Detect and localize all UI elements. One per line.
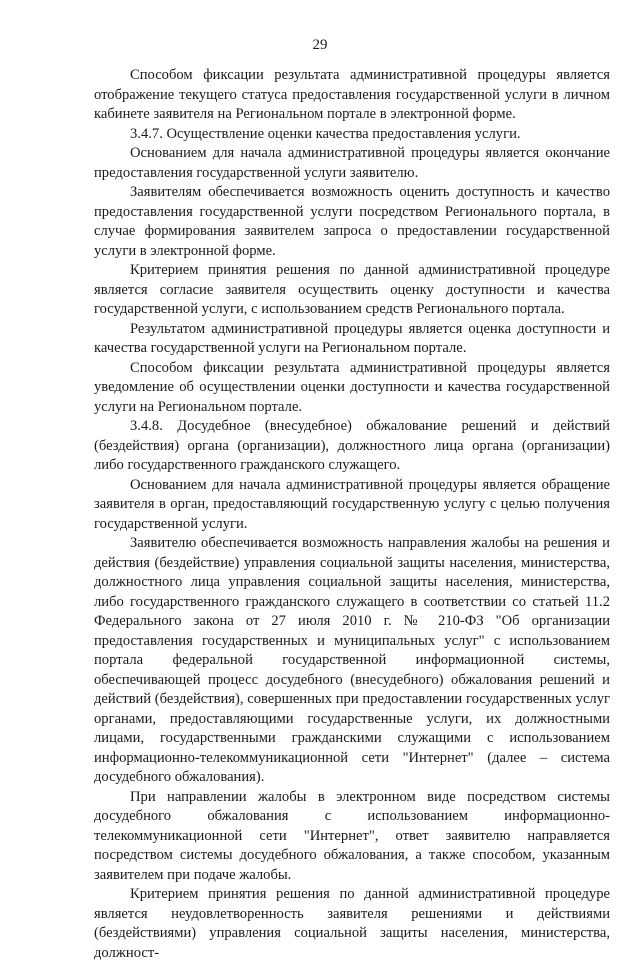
section-heading: 3.4.7. Осуществление оценки качества предоставления услуги. bbox=[130, 125, 521, 142]
paragraph: Критерием принятия решения по данной административной процедуре является согласие заявителя осуществить оценку доступности и качества государственной услуги, с использованием средств Регионального портала. bbox=[94, 262, 610, 317]
paragraph: Критерием принятия решения по данной административной процедуре является неудовлетворенность заявителя решениями и действиями (бездействиями) управления социальной защиты населения, министерства, должност- bbox=[94, 886, 610, 961]
paragraph: Основанием для начала административной процедуры является обращение заявителя в орган, предоставляющий государственную услугу с целью получения государственной услуги. bbox=[94, 476, 610, 532]
page-number: 29 bbox=[312, 37, 328, 53]
paragraph: Основанием для начала административной процедуры является окончание предоставления государственной услуги заявителю. bbox=[94, 145, 610, 181]
paragraph: Способом фиксации результата административной процедуры является уведомление об осуществлении оценки доступности и качества государственной услуги на Региональном портале. bbox=[94, 359, 610, 415]
section-heading: 3.4.8. Досудебное (внесудебное) обжалование решений и действий (бездействия) органа (организации), должностного лица органа (организации) либо государственного гражданского служащего. bbox=[94, 418, 610, 473]
paragraph: Заявителям обеспечивается возможность оценить доступность и качество предоставления государственной услуги посредством Регионального портала, в случае формирования заявителем запроса о предоставлении государственной услуги в электронной форме. bbox=[94, 184, 610, 259]
paragraph: Заявителю обеспечивается возможность направления жалобы на решения и действия (бездействие) управления социальной защиты населения, министерства, должностного лица управления социальной защиты населения, министерства, либо государственного гражданского служащего в соответствии со статьей 11.2 Федерального закона от 27 июля 2010 г. № 210-ФЗ "Об организации предоставления государственных и муниципальных услуг" с использованием портала федеральной государственной информационной системы, обеспечивающей процесс досудебного (внесудебного) обжалования решений и действий (бездействия), совершенных при предоставлении государственных услуг органами, предоставляющими государственные услуги, их должностными лицами, государственными гражданскими служащими с использованием информационно-телекоммуникационной сети "Интернет" (далее – система досудебного обжалования). bbox=[94, 535, 610, 785]
document-body bbox=[94, 66, 610, 963]
paragraph: Результатом административной процедуры является оценка доступности и качества государственной услуги на Региональном портале. bbox=[94, 320, 610, 356]
paragraph: При направлении жалобы в электронном виде посредством системы досудебного обжалования с использованием информационно-телекоммуникационной сети "Интернет", ответ заявителю направляется посредством системы досудебного обжалования, а также способом, указанным заявителем при подаче жалобы. bbox=[94, 788, 610, 883]
paragraph: Способом фиксации результата административной процедуры является отображение текущего статуса предоставления государственной услуги в личном кабинете заявителя на Региональном портале в электронной форме. bbox=[94, 67, 610, 122]
